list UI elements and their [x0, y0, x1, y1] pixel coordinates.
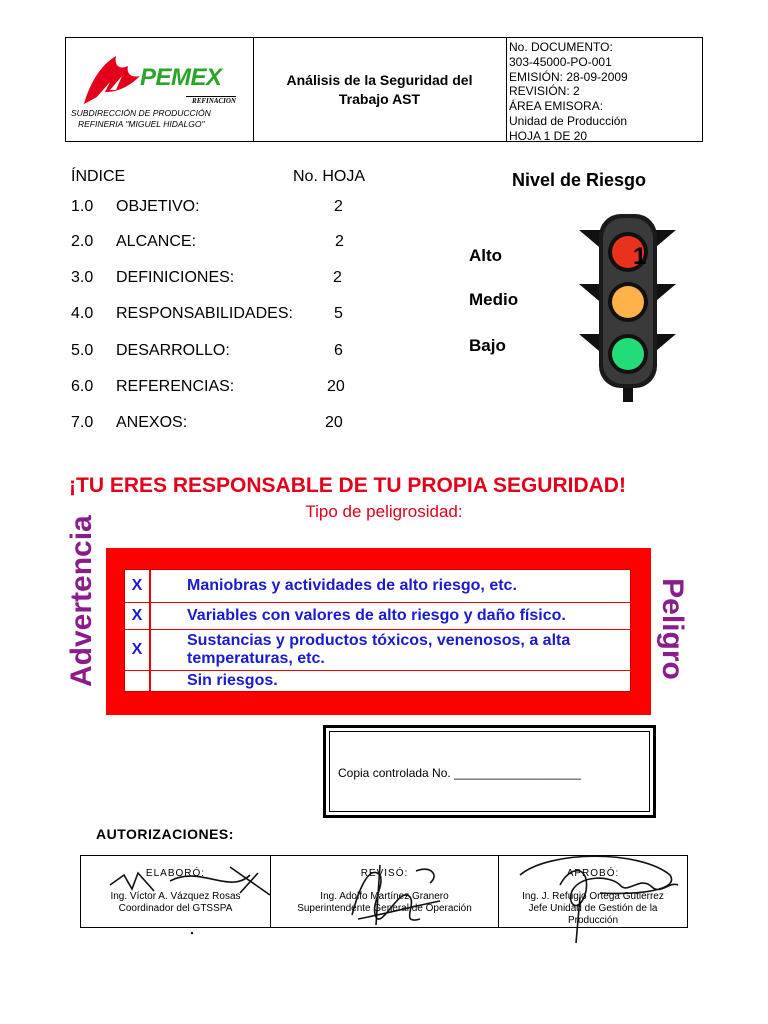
logo-cell: [66, 38, 254, 141]
refinery-name: REFINERIA "MIGUEL HIDALGO": [78, 119, 205, 129]
index-heading: ÍNDICE: [71, 168, 126, 185]
copy-control-box: [323, 725, 656, 818]
hazard-row: [125, 570, 630, 603]
document-header: [65, 37, 703, 142]
index-num: 3.0: [71, 269, 94, 286]
company-sub: REFINACION: [186, 96, 236, 105]
index-num: 6.0: [71, 378, 94, 395]
doc-info-cell: [507, 38, 702, 141]
risk-level-value: 1: [633, 243, 647, 270]
index-page: 20: [327, 378, 345, 395]
doc-info-line: HOJA 1 DE 20: [509, 128, 588, 143]
hazard-mark: X: [125, 630, 151, 670]
hazard-row: [125, 671, 630, 691]
document-title: Análisis de la Seguridad del Trabajo AST: [286, 71, 473, 107]
signer-title: Jefe Unidad de Gestión de la Producción: [528, 903, 658, 926]
index-label: REFERENCIAS:: [116, 378, 235, 395]
hazard-table: [124, 569, 631, 692]
hazard-mark: X: [125, 603, 151, 629]
hazard-text: Variables con valores de alto riesgo y daño físico.: [187, 607, 566, 624]
signature-role: REVISÓ:: [360, 868, 409, 879]
risk-label-low: Bajo: [469, 336, 506, 355]
warning-side-label: Advertencia: [65, 515, 98, 687]
index-page: 2: [333, 269, 342, 286]
index-num: 4.0: [71, 305, 94, 322]
index-page: 20: [325, 414, 343, 431]
index-label: DESARROLLO:: [116, 342, 230, 359]
authorizations-heading: AUTORIZACIONES:: [96, 826, 234, 842]
hazard-mark: [125, 671, 151, 691]
doc-info-line: EMISIÓN: 28-09-2009: [509, 69, 628, 84]
yellow-light: [612, 286, 644, 318]
index-num: 2.0: [71, 233, 94, 250]
signer-name: Ing. Adolfo Martínez Granero: [320, 891, 449, 902]
doc-info-line: Unidad de Producción: [509, 113, 628, 128]
index-label: ANEXOS:: [116, 414, 188, 431]
risk-label-medium: Medio: [469, 290, 519, 309]
hazard-row: [125, 630, 630, 671]
danger-side-label: Peligro: [656, 578, 689, 680]
doc-info-line: ÁREA EMISORA:: [509, 99, 604, 114]
copy-control-text: Copia controlada No. ___________________: [338, 766, 581, 780]
signer-name: Ing. J. Refugio Ortega Gutiérrez: [522, 891, 664, 902]
index-num: 1.0: [71, 198, 94, 215]
index-page: 5: [334, 305, 343, 322]
hazard-type-heading: Tipo de peligrosidad:: [305, 502, 463, 521]
signature-role: APROBÓ:: [566, 868, 620, 879]
hazard-text: Sustancias y productos tóxicos, venenosos, a alta temperaturas, etc.: [187, 632, 571, 667]
traffic-light-icon: [575, 208, 680, 404]
signer-title: Coordinador del GTSSPA: [118, 903, 233, 914]
risk-level-title: Nivel de Riesgo: [512, 170, 647, 190]
hazard-text: Maniobras y actividades de alto riesgo, etc.: [187, 577, 517, 594]
page-heading: No. HOJA: [293, 168, 366, 185]
title-cell: [253, 38, 507, 141]
hazard-mark: X: [125, 570, 151, 602]
index-num: 7.0: [71, 414, 94, 431]
hazard-text: Sin riesgos.: [187, 672, 278, 689]
safety-slogan: ¡TU ERES RESPONSABLE DE TU PROPIA SEGURIDAD!: [69, 474, 626, 497]
doc-info-line: No. DOCUMENTO:: [509, 40, 613, 54]
pemex-eagle-logo: [76, 52, 146, 110]
green-light: [612, 338, 644, 370]
index-label: OBJETIVO:: [116, 198, 200, 215]
doc-info-line: REVISIÓN: 2: [509, 84, 580, 99]
index-label: RESPONSABILIDADES:: [116, 305, 293, 322]
index-num: 5.0: [71, 342, 94, 359]
hazard-row: [125, 603, 630, 630]
signer-name: Ing. Víctor A. Vázquez Rosas: [110, 891, 241, 902]
subdivision: SUBDIRECCIÓN DE PRODUCCIÓN: [71, 108, 211, 118]
doc-info-line: 303-45000-PO-001: [509, 54, 612, 69]
signature-role: ELABORÓ:: [145, 868, 206, 879]
signer-title: Superintendente General de Operación: [297, 903, 472, 914]
handwritten-signatures: [80, 845, 690, 955]
index-page: 2: [335, 233, 344, 250]
company-name: PEMEX: [140, 64, 222, 91]
index-page: 6: [334, 342, 343, 359]
index-page: 2: [334, 198, 343, 215]
index-label: ALCANCE:: [116, 233, 197, 250]
index-label: DEFINICIONES:: [116, 269, 235, 286]
risk-label-high: Alto: [469, 246, 503, 265]
